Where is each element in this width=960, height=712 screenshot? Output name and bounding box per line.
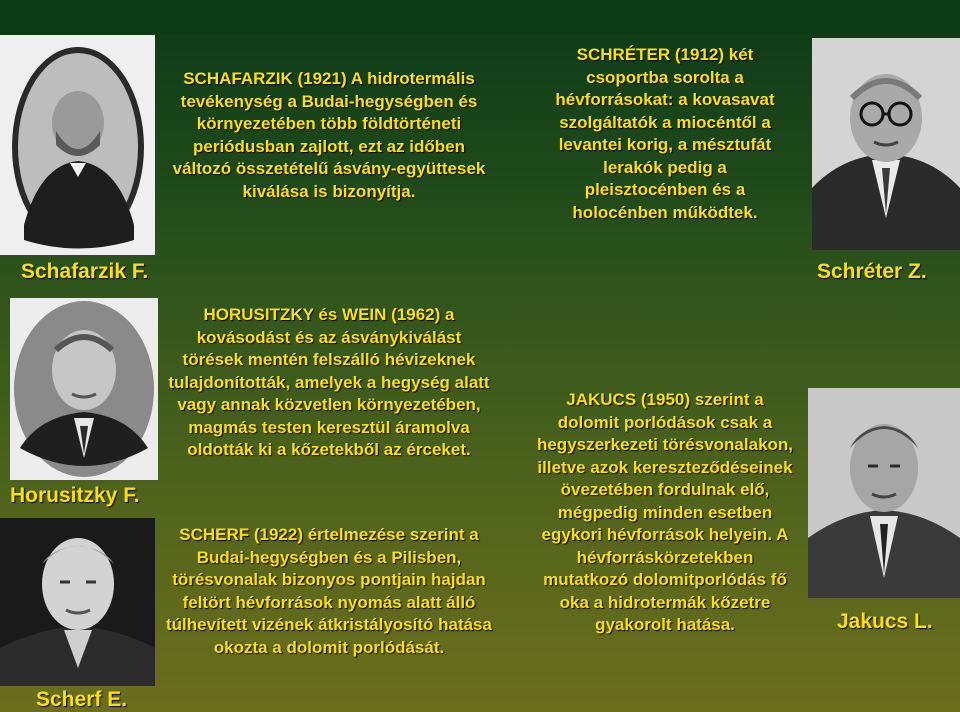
horusitzky-text: HORUSITZKY és WEIN (1962) a kovásodást és az ásványkiválást törések mentén felszálló hévizeknek tulajdonították, amelyek a hegység alatt vagy annak közvetlen környezetében, magmás testen keresztül áramolva oldották ki a kőzetekből az érceket. [168,305,490,459]
name-horusitzky: Horusitzky F. [10,484,140,507]
portrait-jakucs [808,388,960,598]
jakucs-text: JAKUCS (1950) szerint a dolomit porlódások csak a hegyszerkezeti törésvonalakon, illetve azok kereszteződéseinek övezetében fordulnak elő, mégpedig minden esetben egykori hévforrások helyein. A hévforráskörzetekben mutatkozó dolomitporlódás fő oka a hidrotermák kőzetre gyakorolt hatása. [536,390,794,634]
schafarzik-text: SCHAFARZIK (1921) A hidrotermális tevékenység a Budai-hegységben és környezetében több földtörténeti periódusban zajlott, ezt az időben változó összetételű ásvány-együttesek kiválása is bizonyítja. [172,69,486,201]
name-schafarzik: Schafarzik F. [21,260,149,283]
portrait-horusitzky [10,298,158,480]
name-scherf: Scherf E. [36,688,128,711]
portrait-scherf [0,518,155,686]
name-jakucs: Jakucs L. [837,610,933,633]
scherf-text: SCHERF (1922) értelmezése szerint a Budai-hegységben és a Pilisben, törésvonalak bizonyos pontjain hajdan feltört hévforrások nyomás alatt álló túlhevített vizének átkristályosító hatása okozta a dolomit porlódását. [166,525,492,657]
name-schreter: Schréter Z. [817,260,927,283]
portrait-schreter [812,38,960,250]
top-band [0,0,960,34]
schreter-text: SCHRÉTER (1912) két csoportba sorolta a hévforrásokat: a kovasavat szolgáltatók a miocéntől a levantei korig, a mésztufát lerakók pedig a pleisztocénben és a holocénben működtek. [555,45,775,222]
portrait-schafarzik [0,35,155,255]
